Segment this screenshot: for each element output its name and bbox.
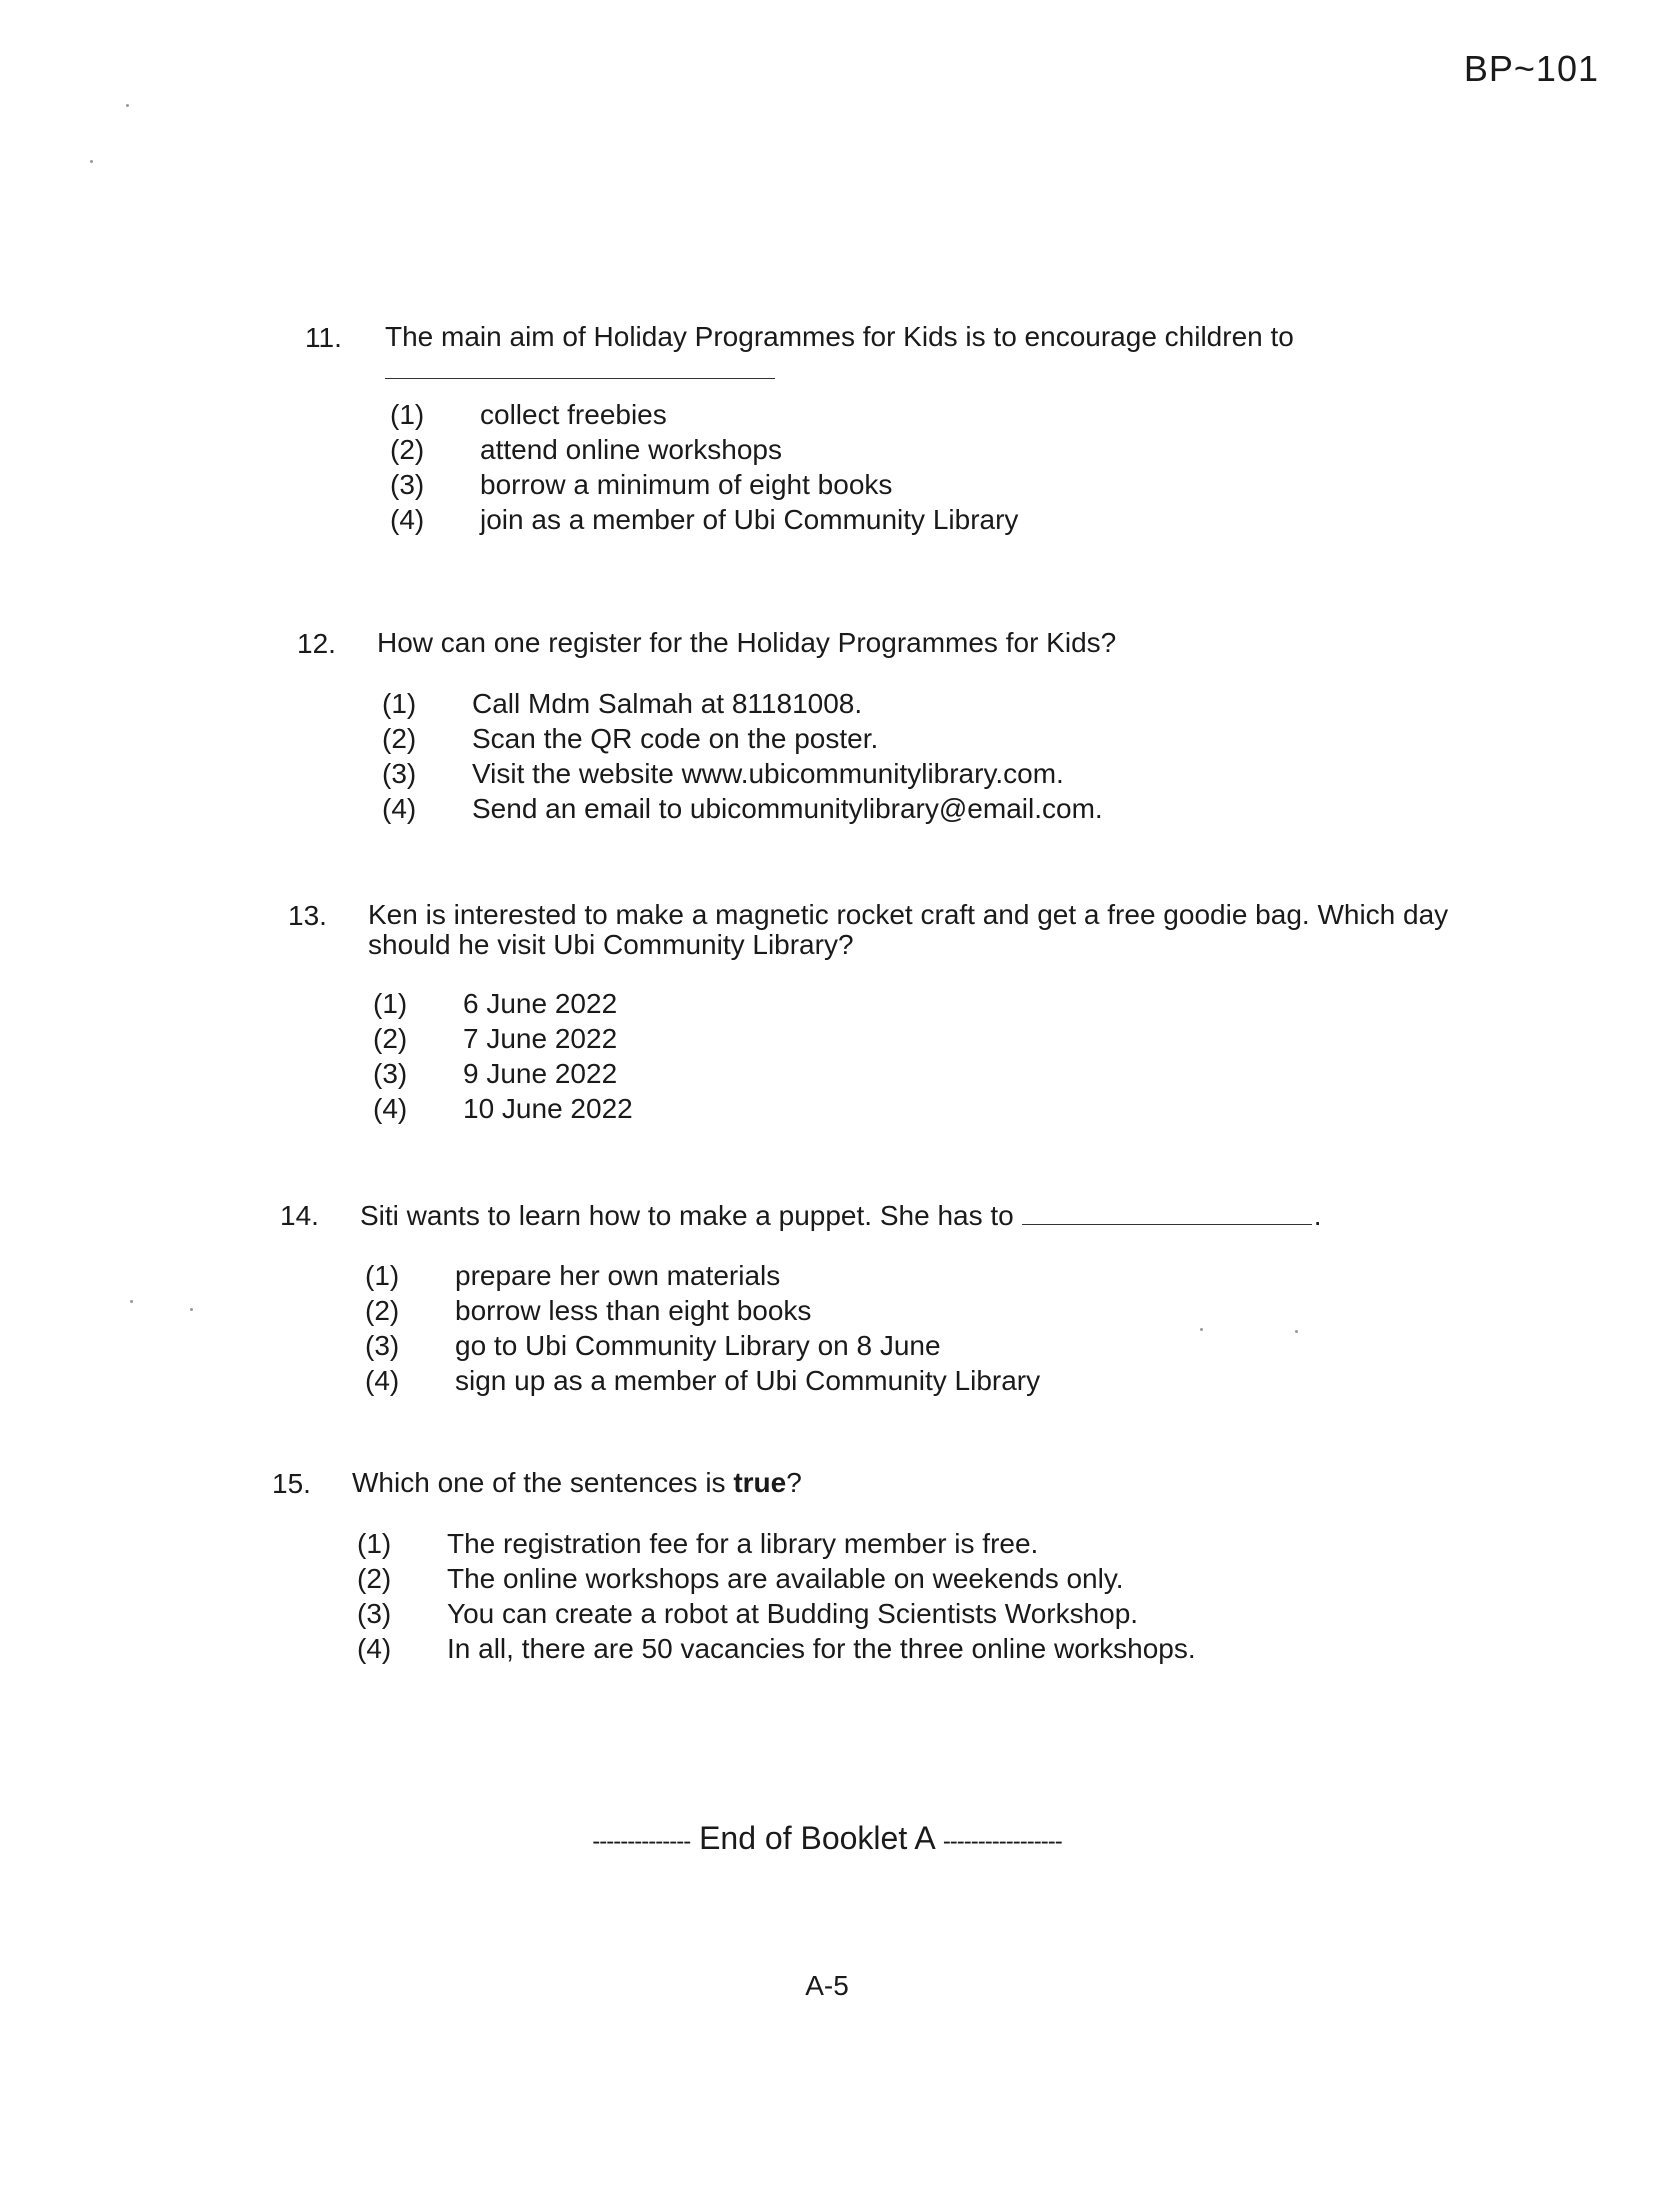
question-text-line-2: should he visit Ubi Community Library? — [368, 929, 854, 960]
option: (2) attend online workshops — [390, 434, 782, 465]
option: (3) borrow a minimum of eight books — [390, 469, 893, 500]
option: (3) go to Ubi Community Library on 8 June — [365, 1330, 941, 1361]
option: (1) Call Mdm Salmah at 81181008. — [382, 688, 863, 719]
options-list — [280, 1258, 1322, 1398]
options-list — [305, 397, 1294, 537]
option: (3) 9 June 2022 — [373, 1058, 618, 1089]
option: (2) The online workshops are available on weekends only. — [357, 1563, 1124, 1594]
question-11 — [305, 322, 1294, 537]
question-text: Which one of the sentences is true? — [352, 1467, 802, 1498]
question-number: 15. — [272, 1468, 311, 1499]
scan-speck — [130, 1300, 133, 1303]
answer-blank — [1022, 1200, 1312, 1225]
option: (1) prepare her own materials — [365, 1260, 781, 1291]
question-text: The main aim of Holiday Programmes for Kids is to encourage children to — [385, 321, 1294, 352]
end-of-booklet — [0, 1820, 1654, 1857]
option: (3) You can create a robot at Budding Scientists Workshop. — [357, 1598, 1139, 1629]
question-number: 13. — [288, 900, 327, 931]
option: (4) 10 June 2022 — [373, 1093, 633, 1124]
scan-speck — [190, 1308, 193, 1311]
page-number: A-5 — [805, 1970, 849, 2001]
end-of-booklet-text: End of Booklet A — [699, 1820, 934, 1856]
question-number: 14. — [280, 1200, 319, 1231]
paper-code: BP~101 — [1463, 48, 1599, 89]
answer-blank — [385, 352, 775, 379]
question-text: How can one register for the Holiday Programmes for Kids? — [377, 627, 1117, 658]
option: (1) The registration fee for a library member is free. — [357, 1528, 1039, 1559]
question-text-line-1: Ken is interested to make a magnetic rocket craft and get a free goodie bag. Which day — [368, 899, 1449, 930]
question-12 — [297, 628, 1116, 826]
question-15 — [272, 1468, 1196, 1666]
option: (2) borrow less than eight books — [365, 1295, 812, 1326]
scan-speck — [1295, 1330, 1298, 1333]
option: (3) Visit the website www.ubicommunitylibrary.com. — [382, 758, 1064, 789]
scan-speck — [90, 160, 93, 163]
question-13 — [288, 900, 1448, 1126]
option: (4) Send an email to ubicommunitylibrary@email.com. — [382, 793, 1103, 824]
options-list — [272, 1526, 1196, 1666]
scan-speck — [1200, 1328, 1203, 1331]
options-list — [288, 986, 1448, 1126]
question-number: 12. — [297, 628, 336, 659]
question-number: 11. — [305, 322, 342, 353]
option: (4) join as a member of Ubi Community Library — [390, 504, 1019, 535]
question-14: 14. Siti wants to learn how to make a puppet. She has to . (1) prepare her own materials (2) borrow less than eight books (3) go to Ubi Community Library on 8 June (4) sign up as a member of Ubi Community Library — [280, 1200, 1322, 1396]
dashes-right: ----------------- — [942, 1828, 1062, 1855]
option: (2) Scan the QR code on the poster. — [382, 723, 879, 754]
question-text: Siti wants to learn how to make a puppet. She has to — [360, 1200, 1014, 1231]
scan-speck — [126, 104, 129, 107]
option: (2) 7 June 2022 — [373, 1023, 618, 1054]
option: (4) sign up as a member of Ubi Community Library — [365, 1365, 1041, 1396]
options-list — [297, 686, 1116, 826]
option: (1) collect freebies — [390, 399, 667, 430]
option: (1) 6 June 2022 — [373, 988, 618, 1019]
option: (4) In all, there are 50 vacancies for the three online workshops. — [357, 1633, 1196, 1664]
dashes-left: -------------- — [592, 1828, 691, 1855]
